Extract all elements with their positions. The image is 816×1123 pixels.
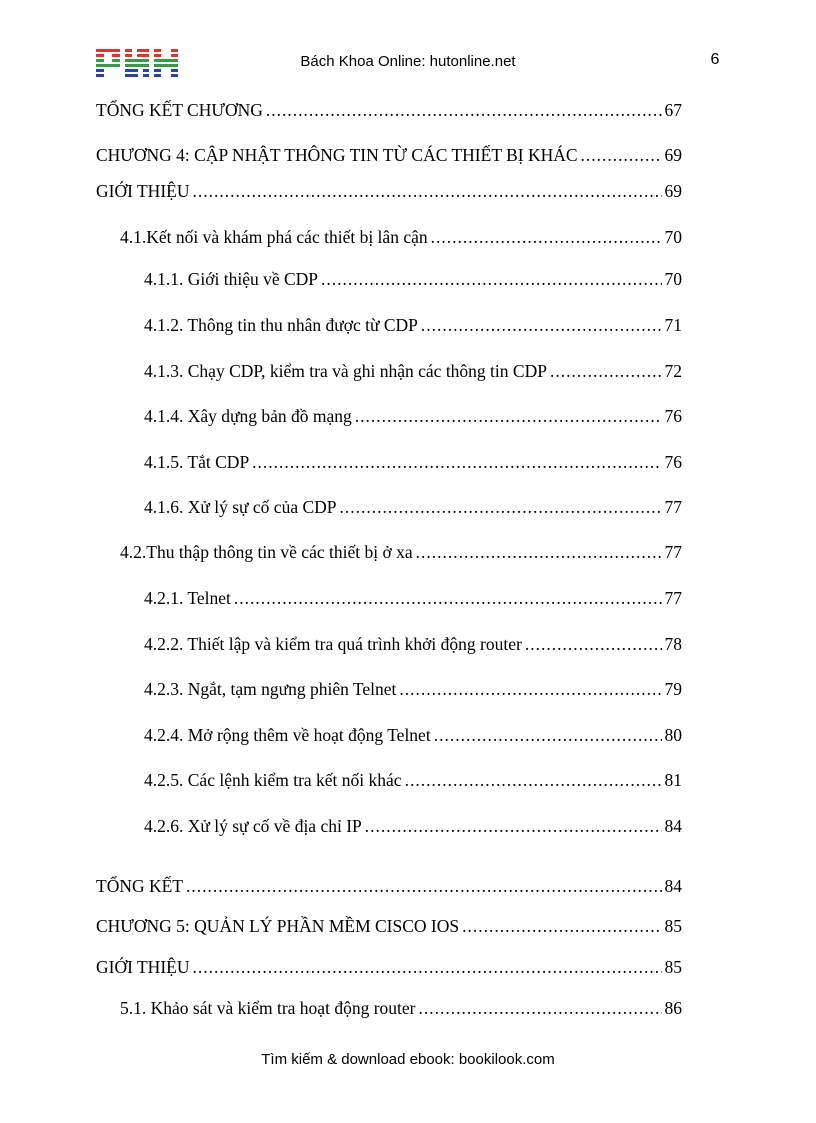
page-header bbox=[0, 0, 816, 90]
toc-entry-page: 79 bbox=[664, 679, 682, 699]
toc-entry-page: 86 bbox=[664, 998, 682, 1018]
toc-entry[interactable] bbox=[144, 315, 682, 339]
toc-entry-page: 69 bbox=[664, 145, 682, 165]
toc-entry-page: 67 bbox=[664, 100, 682, 120]
toc-leader-dots bbox=[581, 145, 662, 166]
toc-entry[interactable] bbox=[144, 361, 682, 385]
toc-entry-title: 4.2.3. Ngắt, tạm ngưng phiên Telnet bbox=[144, 679, 397, 699]
toc-entry-title: 4.2.5. Các lệnh kiểm tra kết nối khác bbox=[144, 770, 402, 790]
toc-leader-dots bbox=[550, 361, 662, 382]
toc-entry[interactable] bbox=[120, 998, 682, 1022]
toc-leader-dots bbox=[234, 588, 662, 609]
toc-entry-page: 72 bbox=[664, 361, 682, 381]
toc-entry-page: 76 bbox=[664, 406, 682, 426]
toc-entry-page: 84 bbox=[664, 876, 682, 896]
toc-entry-title: 4.1.6. Xử lý sự cố của CDP bbox=[144, 497, 337, 517]
page-footer: Tìm kiếm & download ebook: bookilook.com bbox=[261, 1051, 555, 1068]
toc-entry-title: GIỚI THIỆU bbox=[96, 181, 190, 201]
toc-leader-dots bbox=[186, 876, 662, 897]
toc-leader-dots bbox=[340, 497, 662, 518]
toc-entry-title: CHƯƠNG 4: CẬP NHẬT THÔNG TIN TỪ CÁC THIẾT BỊ KHÁC bbox=[96, 145, 578, 165]
toc-entry[interactable] bbox=[96, 957, 682, 981]
toc-entry-page: 77 bbox=[664, 588, 682, 608]
toc-entry-title: 4.1.5. Tắt CDP bbox=[144, 452, 250, 472]
toc-leader-dots bbox=[192, 957, 661, 978]
toc-entry-title: 4.1.1. Giới thiệu về CDP bbox=[144, 269, 319, 289]
toc-leader-dots bbox=[399, 679, 661, 700]
toc-leader-dots bbox=[462, 916, 661, 937]
toc-entry-title: 4.1.Kết nối và khám phá các thiết bị lân cận bbox=[120, 227, 428, 247]
toc-entry-page: 84 bbox=[664, 816, 682, 836]
toc-leader-dots bbox=[266, 100, 662, 121]
toc-leader-dots bbox=[431, 227, 662, 248]
toc-entry-page: 85 bbox=[664, 916, 682, 936]
toc-entry-page: 69 bbox=[664, 181, 682, 201]
toc-entry[interactable] bbox=[144, 588, 682, 612]
toc-entry[interactable] bbox=[144, 770, 682, 794]
toc-entry-page: 81 bbox=[664, 770, 682, 790]
toc-leader-dots bbox=[525, 634, 662, 655]
toc-entry[interactable] bbox=[96, 916, 682, 940]
toc-entry[interactable] bbox=[120, 227, 682, 251]
toc-leader-dots bbox=[416, 542, 662, 563]
toc-entry[interactable] bbox=[144, 725, 682, 749]
toc-entry[interactable] bbox=[144, 497, 682, 521]
toc-entry-page: 78 bbox=[664, 634, 682, 654]
toc-entry-title: TỔNG KẾT CHƯƠNG bbox=[96, 100, 263, 120]
toc-entry-title: 4.1.2. Thông tin thu nhân được từ CDP bbox=[144, 315, 418, 335]
toc-entry[interactable] bbox=[96, 100, 682, 124]
toc-leader-dots bbox=[418, 998, 661, 1019]
toc-leader-dots bbox=[321, 269, 661, 290]
toc-entry[interactable] bbox=[144, 679, 682, 703]
toc-entry-title: 5.1. Khảo sát và kiểm tra hoạt động router bbox=[120, 998, 416, 1018]
site-name: Bách Khoa Online: hutonline.net bbox=[300, 53, 516, 70]
toc-entry-title: 4.2.6. Xử lý sự cố về địa chỉ IP bbox=[144, 816, 362, 836]
toc-entry-title: 4.1.3. Chạy CDP, kiểm tra và ghi nhận các thông tin CDP bbox=[144, 361, 547, 381]
toc-entry-title: 4.2.1. Telnet bbox=[144, 588, 231, 608]
toc-entry-title: TỔNG KẾT bbox=[96, 876, 183, 896]
toc-entry[interactable] bbox=[144, 816, 682, 840]
toc-leader-dots bbox=[421, 315, 662, 336]
toc-entry[interactable] bbox=[96, 145, 682, 169]
toc-entry-page: 77 bbox=[664, 542, 682, 562]
toc-leader-dots bbox=[434, 725, 662, 746]
toc-entry[interactable] bbox=[96, 876, 682, 900]
toc-entry-page: 85 bbox=[664, 957, 682, 977]
toc-leader-dots bbox=[355, 406, 662, 427]
toc-entry-title: 4.1.4. Xây dựng bản đồ mạng bbox=[144, 406, 352, 426]
toc-entry-page: 70 bbox=[664, 269, 682, 289]
toc-entry-title: CHƯƠNG 5: QUẢN LÝ PHẦN MỀM CISCO IOS bbox=[96, 916, 460, 936]
toc-entry[interactable] bbox=[144, 269, 682, 293]
toc-entry[interactable] bbox=[144, 406, 682, 430]
toc-entry[interactable] bbox=[144, 452, 682, 476]
toc-entry-page: 77 bbox=[664, 497, 682, 517]
toc-entry-title: GIỚI THIỆU bbox=[96, 957, 190, 977]
toc-leader-dots bbox=[365, 816, 662, 837]
toc-leader-dots bbox=[405, 770, 662, 791]
toc-entry[interactable] bbox=[144, 634, 682, 658]
toc-entry-page: 80 bbox=[664, 725, 682, 745]
toc-entry-page: 76 bbox=[664, 452, 682, 472]
toc-entry-page: 71 bbox=[664, 315, 682, 335]
toc-entry[interactable] bbox=[120, 542, 682, 566]
toc-leader-dots bbox=[192, 181, 661, 202]
toc-entry-title: 4.2.4. Mở rộng thêm về hoạt động Telnet bbox=[144, 725, 431, 745]
page-number: 6 bbox=[710, 51, 720, 68]
toc-entry-title: 4.2.2. Thiết lập và kiểm tra quá trình khởi động router bbox=[144, 634, 522, 654]
toc-entry-title: 4.2.Thu thập thông tin về các thiết bị ở xa bbox=[120, 542, 413, 562]
toc-entry[interactable] bbox=[96, 181, 682, 205]
toc-leader-dots bbox=[252, 452, 661, 473]
toc-entry-page: 70 bbox=[664, 227, 682, 247]
